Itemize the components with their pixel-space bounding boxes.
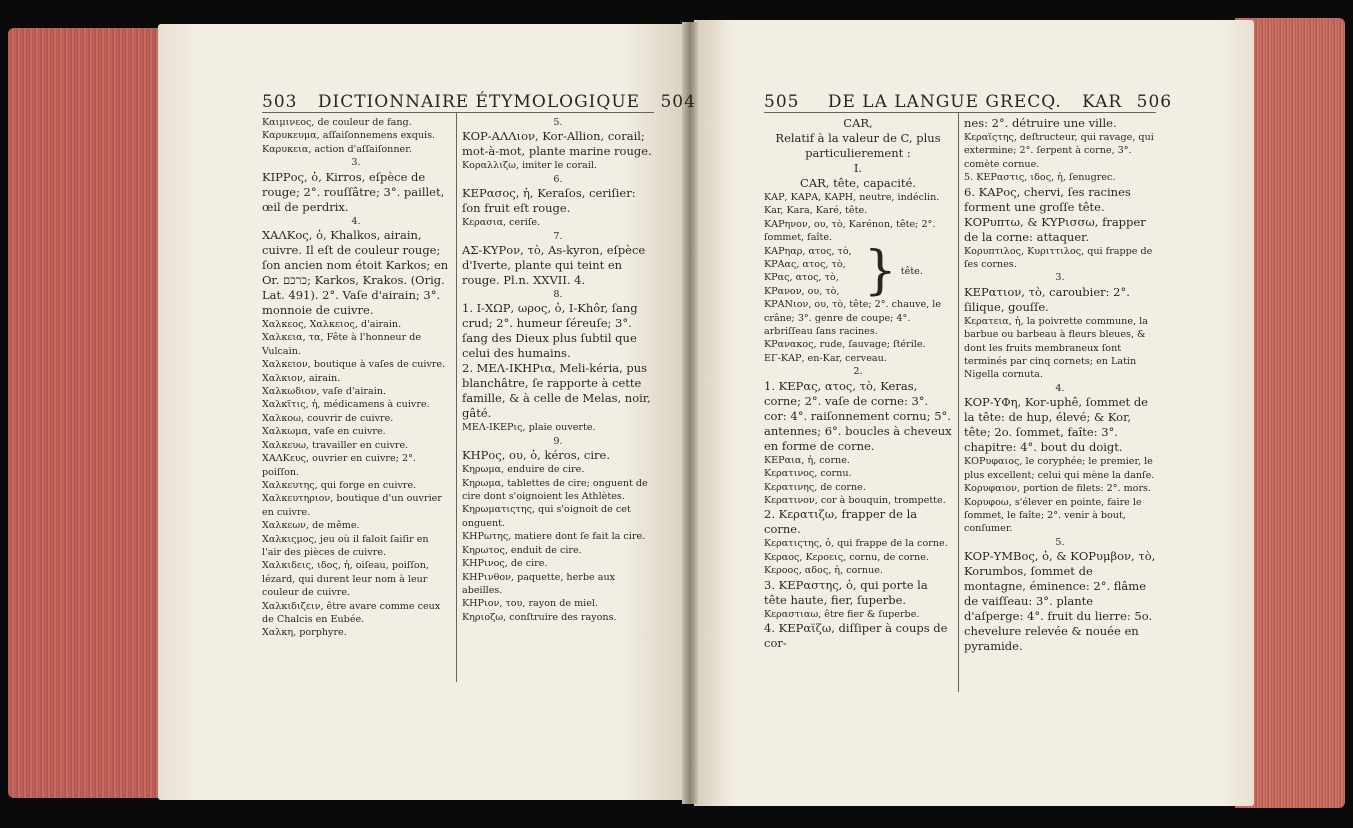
right-header-rule bbox=[764, 112, 1156, 113]
entry: Χαλκεος, Χαλκειος, d'airain. bbox=[262, 319, 402, 331]
entry: 5. bbox=[1055, 536, 1065, 548]
entry: Κορυφαιον, portion de filets: 2°. mors. bbox=[964, 483, 1152, 495]
entry: Κορυπτιλος, Κυριττιλος, qui frappe de ſes cornes. bbox=[964, 245, 1153, 271]
brace-item: ΚΑΡηαρ, ατος, τὸ, bbox=[764, 245, 852, 257]
entry: Χαλκιδεις, ιδος, ἡ, oiſeau, poiſſon, lézard, qui durent leur nom à leur couleur de cuivre. bbox=[262, 560, 429, 599]
entry: Relatif à la valeur de C, plus particulierement : bbox=[775, 131, 941, 160]
entry: Κηριοζω, conſtruire des rayons. bbox=[462, 611, 617, 623]
entry: 2. ΜΕΛ-ΙΚΗΡια, Meli-kéria, pus blanchâtre, ſe rapporte à cette famille, & à celle de Melas, noir, gâté. bbox=[462, 361, 651, 421]
entry: 3. bbox=[351, 157, 361, 169]
entry: ΚΑΡ, ΚΑΡΑ, ΚΑΡΗ, neutre, indéclin. Kar, Kara, Karé, tête. bbox=[764, 192, 940, 217]
entry: Χαλκιςμος, jeu où il faloit ſaiſir en l'air des pièces de cuivre. bbox=[262, 533, 429, 558]
entry: Χαλκωμα, vaſe en cuivre. bbox=[262, 426, 386, 438]
entry: Κεραϊςτης, deſtructeur, qui ravage, qui extermine; 2°. ſerpent à corne, 3°. comète cornue. bbox=[964, 132, 1154, 170]
entry: Κοραλλιζω, imiter le corail. bbox=[462, 160, 597, 172]
entry: ΚΗΡινθον, paquette, herbe aux abeilles. bbox=[462, 571, 616, 596]
entry: Καρυκεια, action d'aſſaiſonner. bbox=[262, 143, 412, 155]
right-column-1 bbox=[764, 116, 952, 651]
entry: Κηρωτος, enduit de cire. bbox=[462, 544, 582, 556]
entry: ΚΗΡωτης, matiere dont ſe fait la cire. bbox=[462, 531, 646, 543]
entry: Κερατιςτης, ὁ, qui frappe de la corne. bbox=[764, 538, 948, 550]
entry: 3. bbox=[1055, 272, 1065, 284]
entry: Κεραος, Κεροεις, cornu, de corne. bbox=[764, 551, 929, 563]
entry: ΧΑΛΚευς, ouvrier en cuivre; 2°. poiſſon. bbox=[262, 453, 416, 478]
entry: Χαλκεια, τα, Fête à l'honneur de Vulcain. bbox=[262, 332, 422, 357]
entry: Κερατινος, cornu. bbox=[764, 468, 852, 480]
right-column-2 bbox=[964, 116, 1156, 654]
entry: Κεραστιαω, être fier & ſuperbe. bbox=[764, 608, 920, 620]
entry: Χαλκιδιζειν, être avare comme ceux de Chalcis en Eubée. bbox=[262, 600, 441, 625]
brace-label: tête. bbox=[900, 265, 923, 277]
right-header-section: KAR bbox=[1082, 92, 1123, 112]
entry: 9. bbox=[553, 435, 563, 447]
entry: 7. bbox=[553, 230, 563, 242]
left-column-rule bbox=[456, 112, 457, 682]
brace-item: ΚΡας, ατος, τὸ, bbox=[764, 272, 839, 284]
entry: ΚΕΡατιον, τὸ, caroubier: 2°. ſilique, gouſſe. bbox=[964, 284, 1130, 314]
entry: Καιμινεος, de couleur de fang. bbox=[262, 117, 412, 128]
brace-item: ΚΡΑας, ατος, τὸ, bbox=[764, 259, 846, 271]
entry: Κηρωμα, tablettes de cire; onguent de cire dont s'oignoient les Athlètes. bbox=[462, 477, 648, 503]
entry: ΚΟΡ-ΑΛΛιον, Kor-Allion, corail; mot-à-mot, plante marine rouge. bbox=[462, 129, 652, 159]
entry: Χαλκειον, boutique à vaſes de cuivre. bbox=[262, 359, 446, 371]
entry: 5. bbox=[553, 117, 563, 128]
entry: ΚΕΡαια, ἡ, corne. bbox=[764, 454, 850, 466]
entry: Κορυφοω, s'élever en pointe, faire le ſommet, le faîte; 2°. venir à bout, conſumer. bbox=[964, 496, 1142, 535]
entry: Χαλκευτης, qui forge en cuivre. bbox=[262, 479, 417, 491]
entry: Χαλκευω, travailler en cuivre. bbox=[262, 439, 409, 451]
right-page-number-b: 506 bbox=[1136, 92, 1173, 112]
entry: ΚΟΡυφαιος, le coryphée; le premier, le plus excellent; celui qui mène la danſe. bbox=[964, 456, 1155, 481]
entry: ΚΗΡιον, του, rayon de miel. bbox=[462, 598, 599, 610]
brace-group bbox=[764, 241, 952, 302]
entry: ΚΟΡυπτω, & ΚΥΡισσω, frapper de la corne: attaquer. bbox=[964, 214, 1146, 244]
left-header-rule bbox=[262, 112, 654, 113]
right-page-number-a: 505 bbox=[764, 92, 800, 112]
left-header-title: DICTIONNAIRE ÉTYMOLOGIQUE bbox=[317, 92, 641, 112]
entry: 5. ΚΕΡαστις, ιδος, ἡ, ſenugrec. bbox=[964, 172, 1116, 184]
entry: 4. ΚΕΡαϊζω, diſſiper à coups de cor- bbox=[764, 620, 948, 650]
entry: ΚΗΡινος, de cire. bbox=[462, 558, 548, 570]
entry: 1. ΚΕΡας, ατος, τὸ, Keras, corne; 2°. vaſe de corne: 3°. cor: 4°. raiſonnement cornu; 5°. antennes; 6°. boucles à cheveux en forme de corne. bbox=[764, 378, 952, 453]
entry: CAR, bbox=[843, 116, 873, 130]
entry: Κερατινης, de corne. bbox=[764, 481, 866, 493]
left-page-number-b: 504 bbox=[660, 92, 696, 112]
entry: 2. bbox=[853, 366, 863, 378]
entry: Χαλκεων, de même. bbox=[262, 520, 360, 532]
entry: Χαλκευτηριον, boutique d'un ouvrier en cuivre. bbox=[262, 493, 442, 518]
entry: I. bbox=[853, 161, 863, 175]
entry: 3. ΚΕΡαστης, ὁ, qui porte la tête haute, fier, ſuperbe. bbox=[764, 577, 928, 607]
entry: ΧΑΛΚος, ὁ, Khalkos, airain, cuivre. Il eſt de couleur rouge; ſon ancien nom étoit Karkos; en Or. כרכם; Karkos, Krakos. (Orig. Lat. 491). 2°. Vaſe d'airain; 3°. monnoie de cuivre. bbox=[262, 228, 449, 318]
right-header bbox=[764, 92, 1172, 112]
entry: Κηρωμα, enduire de cire. bbox=[462, 464, 585, 476]
book-gutter bbox=[682, 22, 698, 804]
entry: ΑΣ-ΚΥΡον, τὸ, As-kyron, eſpèce d'Iverte, plante qui teint en rouge. Pl.n. XXVII. 4. bbox=[462, 243, 646, 288]
entry: ΚΕΡασος, ἡ, Keraſos, ceriſier: ſon fruit eſt rouge. bbox=[462, 186, 636, 216]
entry: nes: 2°. détruire une ville. bbox=[964, 116, 1117, 130]
entry: ΚΙΡΡος, ὁ, Kirros, eſpèce de rouge; 2°. rouſſâtre; 3°. paillet, œil de perdrix. bbox=[262, 169, 445, 214]
entry: ΚΡΑΝιον, ου, τὸ, tête; 2°. chauve, le crâne; 3°. genre de coupe; 4°. arbriſſeau ſans racines. bbox=[764, 299, 942, 338]
entry: ΚΟΡ-ΥΦη, Kor-uphê, ſommet de la tête: de hup, élevé; & Kor, tête; 2o. ſommet, faîte: 3°. chapitre: 4°. bout du doigt. bbox=[964, 395, 1148, 455]
left-column-2 bbox=[462, 116, 654, 624]
left-header bbox=[262, 92, 696, 112]
entry: Κεροος, αδος, ἡ, cornue. bbox=[764, 565, 883, 577]
entry: 6. bbox=[553, 173, 563, 185]
entry: 6. ΚΑΡος, chervi, ſes racines forment une groſſe tête. bbox=[964, 184, 1131, 214]
entry: ΜΕΛ-ΙΚΕΡις, plaie ouverte. bbox=[462, 422, 596, 434]
entry: ΚΑΡηνον, ου, τὸ, Karénon, tête; 2°. ſommet, faîte. bbox=[764, 218, 936, 244]
entry: Καρυκευμα, aſſaiſonnemens exquis. bbox=[262, 130, 436, 142]
entry: Κερασια, ceriſe. bbox=[462, 217, 541, 229]
entry: ΚΟΡ-ΥΜΒος, ὁ, & ΚΟΡυμβον, τὸ, Korumbos, ſommet de montagne, éminence: 2°. flâme de vaiſſeau: 3°. plante d'aſperge: 4°. fruit du lierre: 5o. chevelure relevée & nouée en pyramide. bbox=[964, 549, 1156, 654]
left-column-1 bbox=[262, 116, 450, 640]
right-header-title: DE LA LANGUE GRECQ. bbox=[827, 92, 1062, 112]
entry: ΕΓ-ΚΑΡ, en-Kar, cerveau. bbox=[764, 352, 887, 364]
entry: Κερατινον, cor à bouquin, trompette. bbox=[764, 494, 946, 506]
entry: Κηρωματιςτης, qui s'oignoit de cet onguent. bbox=[462, 504, 631, 529]
entry: ΚΗΡος, ου, ὁ, kéros, cire. bbox=[462, 448, 610, 463]
brace-symbol: } bbox=[863, 241, 897, 302]
entry: 2. Κερατιζω, frapper de la corne. bbox=[764, 507, 918, 537]
entry: 1. Ι-ΧΩΡ, ωρος, ὁ, I-Khôr, ſang crud; 2°. humeur ſéreuſe; 3°. ſang des Dieux plus ſubtil que celui des humains. bbox=[462, 301, 638, 361]
entry: 4. bbox=[351, 215, 361, 227]
left-page-edges bbox=[8, 28, 173, 798]
entry: CAR, tête, capacité. bbox=[800, 176, 916, 190]
entry: Χαλκοω, couvrir de cuivre. bbox=[262, 412, 394, 424]
entry: 4. bbox=[1055, 382, 1065, 394]
brace-item: ΚΡανον, ου, τὸ, bbox=[764, 285, 840, 297]
entry: Χαλκη, porphyre. bbox=[262, 627, 347, 639]
entry: ΚΡανακος, rude, ſauvage; ſtérile. bbox=[764, 339, 926, 351]
entry: Χαλκῖτις, ἡ, médicamens à cuivre. bbox=[262, 399, 430, 411]
entry: Χαλκιον, airain. bbox=[262, 372, 341, 384]
left-page-number-a: 503 bbox=[262, 92, 298, 112]
entry: Κερατεια, ἡ, la poivrette commune, la barbue ou barbeau à fleurs bleues, & dont les fruits membraneux ſont terminés par cinq cornets; en Latin Nigella cornuta. bbox=[964, 315, 1148, 381]
right-column-rule bbox=[958, 112, 959, 692]
entry: Χαλκωδιον, vaſe d'airain. bbox=[262, 386, 387, 398]
entry: 8. bbox=[553, 289, 563, 301]
